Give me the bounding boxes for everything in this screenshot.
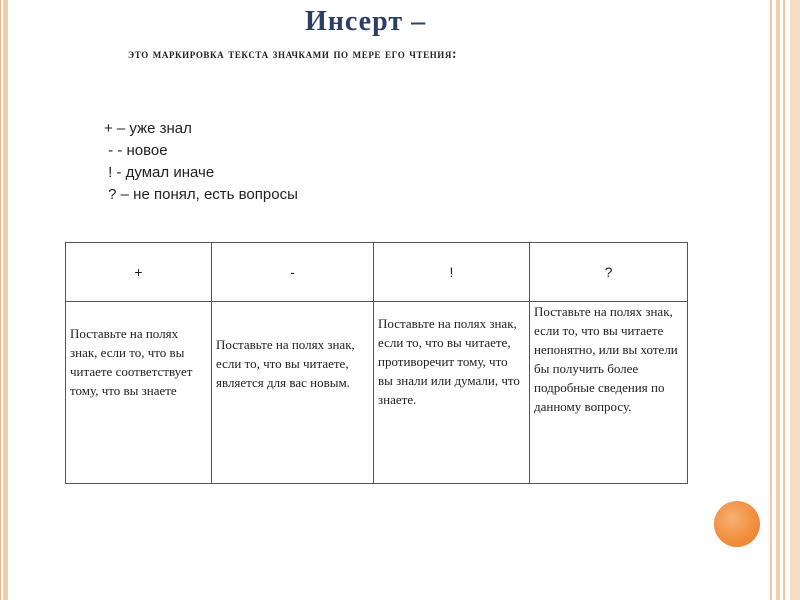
legend-item-exclamation: ! - думал иначе (104, 164, 215, 181)
cell-exclamation-description: Поставьте на полях знак, если то, что вы читаете, противоречит тому, что вы знали или думали, что знаете. (374, 302, 530, 484)
insert-table (65, 242, 688, 484)
cell-plus-description: Поставьте на полях знак, если то, что вы читаете соответствует тому, что вы знаете (66, 302, 212, 484)
slide-subtitle: это маркировка текста значками по мере его чтения: (128, 46, 458, 61)
header-cell-plus: + (66, 243, 212, 302)
cell-question-description: Поставьте на полях знак, если то, что вы читаете непонятно, или вы хотели бы получить более подробные сведения по данному вопросу. (530, 302, 688, 484)
header-cell-minus: - (212, 243, 374, 302)
right-border-decoration (768, 0, 800, 600)
table-header-row (66, 243, 688, 302)
marker-legend (104, 118, 298, 206)
legend-item-plus: + – уже знал (104, 120, 192, 137)
legend-item-minus: - - новое (104, 142, 168, 159)
slide-title: Инсерт – (305, 6, 427, 37)
table-row (66, 302, 688, 484)
header-cell-exclamation: ! (374, 243, 530, 302)
legend-item-question: ? – не понял, есть вопросы (104, 186, 298, 203)
header-cell-question: ? (530, 243, 688, 302)
left-border-decoration (0, 0, 8, 600)
decorative-orange-circle (714, 501, 760, 547)
cell-minus-description: Поставьте на полях знак, если то, что вы читаете, является для вас новым. (212, 302, 374, 484)
